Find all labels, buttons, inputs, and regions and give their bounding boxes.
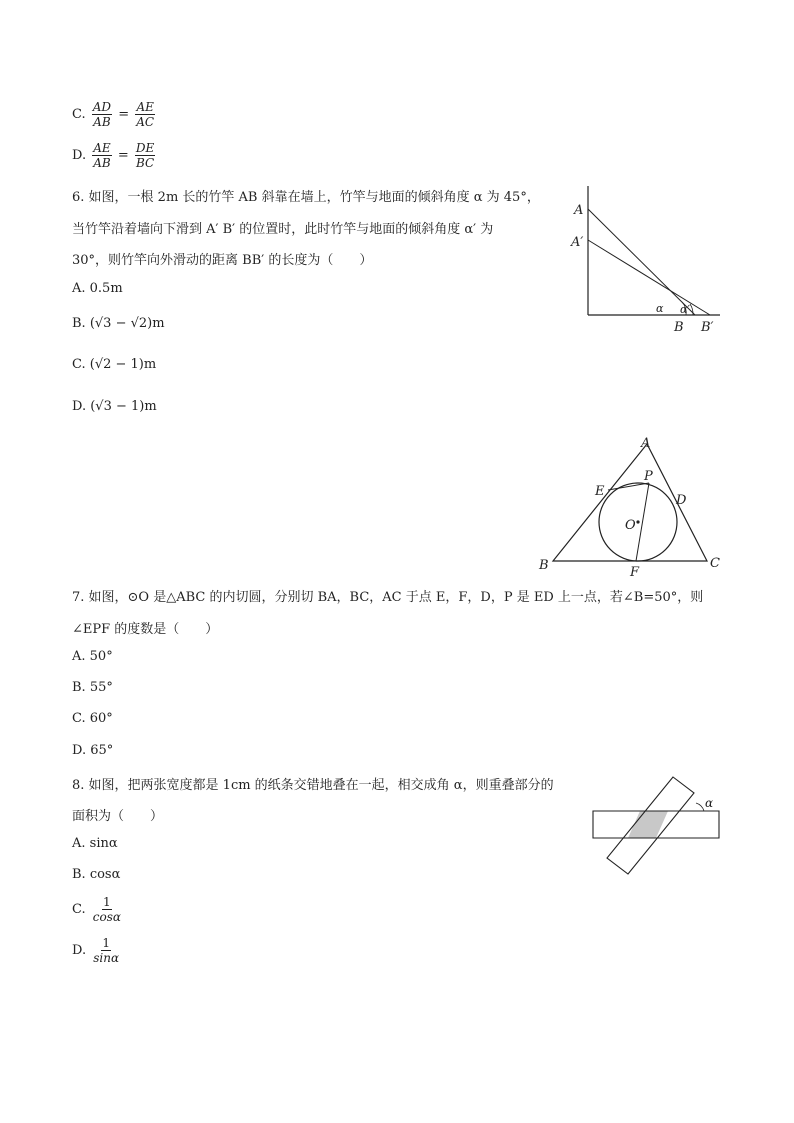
label-a: A bbox=[574, 203, 584, 218]
q6-option-d: D. (√3 − 1)m bbox=[72, 399, 157, 414]
numerator: DE bbox=[135, 141, 155, 155]
option-label: C. bbox=[72, 902, 86, 917]
label-b-prime: B′ bbox=[701, 320, 714, 335]
numerator: 1 bbox=[103, 895, 111, 909]
label-c: C bbox=[710, 556, 720, 571]
q8-option-a: A. sinα bbox=[72, 836, 118, 851]
q6-option-a: A. 0.5m bbox=[72, 281, 123, 296]
denominator: AB bbox=[93, 156, 111, 170]
label-f: F bbox=[630, 565, 640, 580]
q7-option-a: A. 50° bbox=[72, 649, 113, 664]
q6-figure bbox=[570, 180, 730, 340]
q6-option-b: B. (√3 − √2)m bbox=[72, 316, 165, 331]
q8-stem-line1: 8. 如图，把两张宽度都是 1cm 的纸条交错地叠在一起，相交成角 α，则重叠部分的 bbox=[72, 778, 554, 793]
numerator: 1 bbox=[102, 936, 110, 950]
fraction bbox=[92, 936, 120, 965]
q8-option-c bbox=[72, 895, 124, 924]
q8-option-b: B. cosα bbox=[72, 867, 121, 882]
fraction bbox=[92, 100, 112, 129]
q5-option-d bbox=[72, 141, 157, 170]
option-label: D. bbox=[72, 943, 87, 958]
equals-sign: = bbox=[117, 148, 129, 163]
equals-sign: = bbox=[118, 107, 130, 122]
option-label: C. bbox=[72, 107, 86, 122]
q6-stem-line3: 30°，则竹竿向外滑动的距离 BB′ 的长度为（ ） bbox=[72, 253, 373, 268]
fraction bbox=[92, 141, 111, 170]
q7-option-c: C. 60° bbox=[72, 711, 113, 726]
numerator: AD bbox=[92, 100, 112, 114]
label-e: E bbox=[595, 484, 605, 499]
q8-option-d bbox=[72, 936, 122, 965]
label-alpha-prime: α′ bbox=[680, 303, 690, 316]
q6-stem-line1: 6. 如图，一根 2m 长的竹竿 AB 斜靠在墙上，竹竿与地面的倾斜角度 α 为 45°， bbox=[72, 190, 540, 205]
q5-option-c bbox=[72, 100, 157, 129]
q6-option-c: C. (√2 − 1)m bbox=[72, 357, 157, 372]
pole-ab bbox=[588, 209, 695, 315]
fraction bbox=[135, 100, 155, 129]
q8-stem-line2: 面积为（ ） bbox=[72, 809, 164, 824]
label-d: D bbox=[676, 493, 687, 508]
center-o-dot bbox=[636, 520, 639, 523]
q7-option-d: D. 65° bbox=[72, 743, 114, 758]
q6-stem-line2: 当竹竿沿着墙向下滑到 A′ B′ 的位置时，此时竹竿与地面的倾斜角度 α′ 为 bbox=[72, 222, 494, 237]
option-label: D. bbox=[72, 148, 87, 163]
label-alpha: α bbox=[656, 302, 664, 315]
denominator: BC bbox=[135, 156, 155, 170]
pole-a-prime-b-prime bbox=[588, 240, 710, 315]
q8-figure bbox=[588, 772, 728, 882]
label-a-prime: A′ bbox=[571, 235, 584, 250]
denominator: AB bbox=[93, 115, 111, 129]
fraction bbox=[92, 895, 122, 924]
label-b: B bbox=[539, 558, 549, 573]
label-p: P bbox=[644, 469, 653, 484]
label-alpha: α bbox=[705, 796, 714, 810]
denominator: sinα bbox=[93, 951, 120, 965]
numerator: AE bbox=[93, 141, 111, 155]
label-b: B bbox=[674, 320, 684, 335]
q7-stem-line1: 7. 如图，⊙O 是△ABC 的内切圆，分别切 BA，BC，AC 于点 E，F，D，P 是 ED 上一点，若∠B=50°，则 bbox=[72, 590, 704, 605]
denominator: AC bbox=[136, 115, 155, 129]
q7-figure bbox=[530, 430, 730, 580]
q7-option-b: B. 55° bbox=[72, 680, 113, 695]
denominator: cosα bbox=[92, 910, 121, 924]
label-o: O bbox=[625, 518, 636, 533]
fraction bbox=[135, 141, 155, 170]
q7-stem-line2: ∠EPF 的度数是（ ） bbox=[72, 622, 219, 637]
alpha-prime-arc bbox=[690, 304, 693, 315]
label-a: A bbox=[641, 436, 651, 451]
alpha-arc bbox=[696, 803, 704, 811]
numerator: AE bbox=[136, 100, 154, 114]
